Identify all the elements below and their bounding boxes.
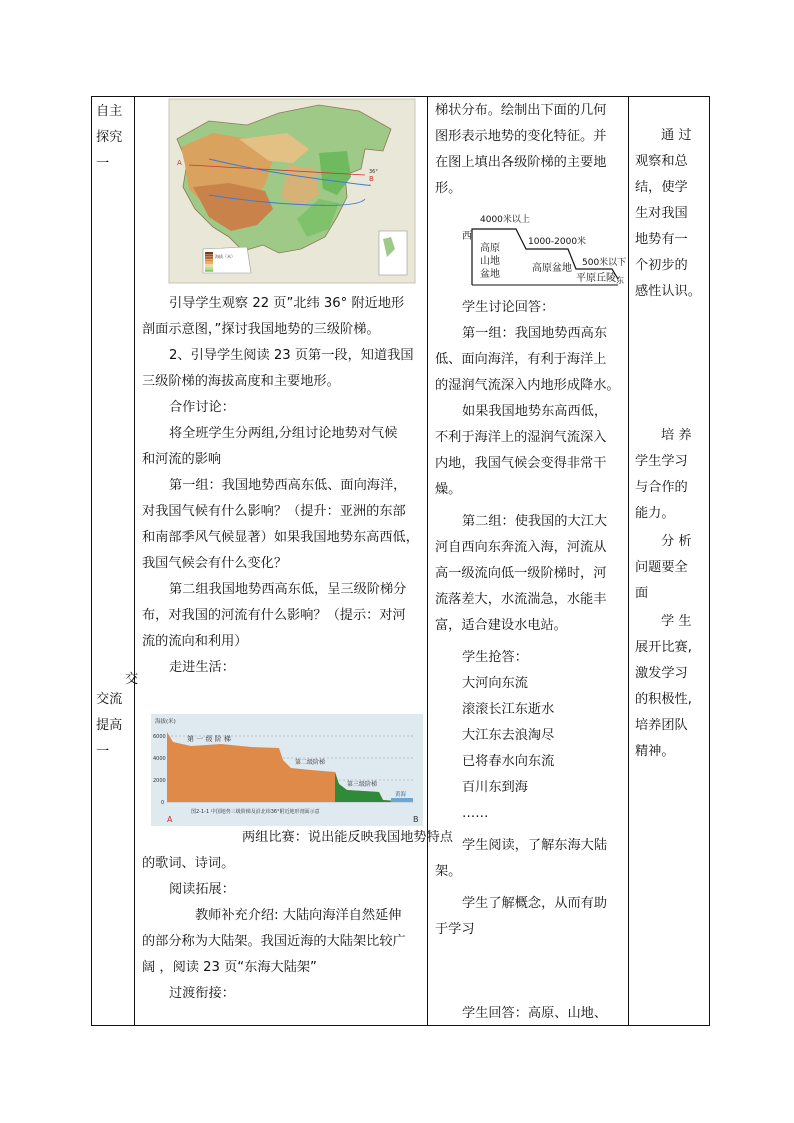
student-line-10: 河自西向东奔流入海，河流从 — [435, 540, 607, 555]
teacher-line-5: 合作讨论： — [169, 400, 235, 415]
student-top-line-1: 梯状分布。绘制出下面的几何 — [435, 103, 607, 118]
student-line-11: 高一级流向低一级阶梯时，河 — [435, 566, 607, 581]
teacher-line-1: 引导学生观察 22 页”北纬 36° 附近地形 — [169, 296, 405, 311]
diagram-mid: 1000-2000米 — [528, 237, 587, 247]
purpose-line-10: 与合作的 — [635, 480, 688, 495]
teacher-line-22: 过渡衔接： — [169, 986, 235, 1001]
teacher-line-2: 剖面示意图，”探讨我国地势的三级阶梯。 — [142, 322, 380, 337]
map-label-a: A — [177, 159, 182, 167]
student-column — [428, 97, 629, 1026]
student-line-8: 燥。 — [435, 482, 462, 497]
student-line-15: 大河向东流 — [462, 676, 528, 691]
purpose-line-11: 能力。 — [635, 506, 675, 521]
student-line-7: 内地，我国气候会变得非常干 — [435, 456, 607, 471]
teacher-line-19: 教师补充介绍: 大陆向海洋自然延伸 — [195, 908, 402, 923]
purpose-line-7: 感性认识。 — [635, 284, 701, 299]
profile-step-1: 第 一 级 阶 梯 — [187, 735, 231, 743]
purpose-line-6: 个初步的 — [635, 258, 688, 273]
teacher-line-17: 的歌词、诗词。 — [142, 856, 235, 871]
stage-self-study-1: 自主 — [96, 104, 123, 119]
teacher-line-13: 布，对我国的河流有什么影响？（提示：对河 — [142, 608, 406, 623]
purpose-line-18: 的积极性, — [635, 692, 692, 707]
purpose-line-1: 通 过 — [661, 128, 692, 143]
purpose-line-19: 培养团队 — [635, 718, 688, 733]
profile-step-3: 第三级阶梯 — [347, 781, 378, 788]
student-top-line-2: 图形表示地势的变化特征。并 — [435, 129, 607, 144]
purpose-line-12: 分 析 — [661, 534, 692, 549]
student-line-4: 的湿润气流深入内地形成降水。 — [435, 378, 620, 393]
map-legend-label: 海拔（米） — [215, 254, 235, 259]
student-line-24: 于学习 — [435, 922, 475, 937]
diagram-terrain-2: 山地 — [480, 256, 500, 267]
teacher-line-20: 的部分称为大陆架。我国近海的大陆架比较广 — [142, 934, 406, 949]
teacher-line-10: 和南部季风气候显著）如果我国地势东高西低， — [142, 530, 419, 545]
student-line-13: 富，适合建设水电站。 — [435, 618, 567, 633]
teacher-line-12: 第二组我国地势西高东低，呈三级阶梯分 — [169, 582, 407, 597]
student-top-line-3: 在图上填出各级阶梯的主要地 — [435, 155, 607, 170]
purpose-line-5: 地势有一 — [635, 232, 688, 247]
diagram-terrain-3: 盆地 — [480, 269, 500, 280]
teacher-line-9: 对我国气候有什么影响？（提升：亚洲的东部 — [142, 504, 406, 519]
stage-exchange-3: 一 — [96, 744, 110, 759]
stage-self-study-3: 一 — [96, 156, 110, 171]
profile-label-a: A — [167, 815, 173, 824]
student-line-12: 流落差大，水流湍急，水能丰 — [435, 592, 607, 607]
teacher-line-14: 流的流向和利用） — [142, 634, 248, 649]
profile-label-b: B — [413, 815, 419, 824]
lesson-plan-table — [91, 96, 710, 1026]
stage-exchange-2: 提高 — [96, 718, 123, 733]
terrain-step-diagram — [458, 209, 627, 289]
teacher-line-7: 和河流的影响 — [142, 452, 222, 467]
table-row — [92, 97, 710, 1026]
profile-ytick-0: 0 — [161, 800, 165, 806]
purpose-line-13: 问题要全 — [635, 560, 688, 575]
teacher-line-8: 第一组：我国地势西高东低、面向海洋， — [169, 478, 407, 493]
diagram-mid-terrain: 高原盆地 — [532, 263, 572, 274]
stage-self-study-2: 探究 — [96, 130, 123, 145]
diagram-east: 东 — [616, 276, 624, 285]
teacher-line-18: 阅读拓展： — [169, 882, 235, 897]
profile-sea — [391, 798, 413, 802]
profile-ytick-2000: 2000 — [153, 778, 166, 784]
diagram-low: 500米以下 — [582, 258, 627, 268]
student-line-19: 百川东到海 — [462, 780, 528, 795]
china-topographic-map — [169, 99, 415, 283]
student-line-9: 第二组：使我国的大江大 — [462, 514, 608, 529]
south-sea-inset — [379, 231, 407, 275]
teacher-line-3: 2、引导学生阅读 23 页第一段，知道我国 — [169, 348, 414, 363]
stage-exchange-char: 交 — [125, 672, 139, 687]
student-line-25: 学生回答：高原、山地、 — [462, 1006, 608, 1021]
purpose-column — [629, 97, 710, 1026]
profile-ytick-6000: 6000 — [153, 734, 166, 740]
terrain-profile-figure — [151, 714, 423, 826]
purpose-line-17: 激发学习 — [635, 666, 688, 681]
student-line-22: 架。 — [435, 864, 462, 879]
teacher-line-6: 将全班学生分两组,分组讨论地势对气候 — [169, 426, 398, 441]
map-label-b: B — [369, 175, 374, 183]
diagram-west: 西 — [462, 231, 472, 242]
teacher-line-11: 我国气候会有什么变化？ — [142, 556, 288, 571]
student-line-2: 第一组：我国地势西高东 — [462, 326, 608, 341]
stage-column — [92, 97, 139, 1026]
student-line-5: 如果我国地势东高西低， — [462, 404, 608, 419]
teacher-line-15: 走进生活： — [169, 660, 235, 675]
student-line-14: 学生抢答： — [462, 650, 528, 665]
purpose-line-16: 展开比赛, — [635, 640, 692, 655]
purpose-line-15: 学 生 — [661, 614, 692, 629]
purpose-line-4: 生对我国 — [635, 206, 688, 221]
profile-step-2: 第二级阶梯 — [295, 759, 326, 766]
diagram-low-terrain: 平原丘陵 — [576, 273, 616, 284]
diagram-terrain-1: 高原 — [480, 243, 500, 254]
stage-exchange-1: 交流 — [96, 692, 123, 707]
profile-ylabel: 海拔(米) — [155, 719, 176, 725]
purpose-line-9: 学生学习 — [635, 454, 688, 469]
student-line-6: 不利于海洋上的湿润气流深入 — [435, 430, 607, 445]
purpose-line-3: 结，使学 — [635, 180, 688, 195]
map-label-lat: 36° — [369, 169, 378, 175]
teacher-line-16: 两组比赛：说出能反映我国地势特点 — [242, 830, 453, 845]
profile-caption: 图2-1-1 中国地势三级阶梯及沿北纬36°附近地形剖面示意 — [191, 809, 320, 815]
profile-sea-label: 黄海 — [395, 792, 407, 798]
purpose-line-2: 观察和总 — [635, 154, 688, 169]
teacher-column — [135, 97, 453, 1026]
student-line-16: 滚滚长江东逝水 — [462, 702, 555, 717]
student-line-20: …… — [462, 806, 489, 821]
teacher-line-21: 阔 ，阅读 23 页“东海大陆架” — [142, 960, 317, 975]
student-line-17: 大江东去浪淘尽 — [462, 728, 555, 743]
student-line-21: 学生阅读，了解东海大陆 — [462, 838, 608, 853]
teacher-line-4: 三级阶梯的海拔高度和主要地形。 — [142, 374, 340, 389]
profile-ytick-4000: 4000 — [153, 756, 166, 762]
purpose-line-20: 精神。 — [635, 744, 675, 759]
student-line-23: 学生了解概念，从而有助 — [462, 896, 608, 911]
student-line-1: 学生讨论回答： — [462, 300, 555, 315]
student-top-line-4: 形。 — [435, 181, 462, 196]
purpose-line-8: 培 养 — [661, 428, 692, 443]
student-line-18: 已将春水向东流 — [462, 754, 555, 769]
student-line-3: 低、面向海洋，有利于海洋上 — [435, 352, 607, 367]
purpose-line-14: 面 — [635, 586, 649, 601]
diagram-high: 4000米以上 — [480, 215, 530, 225]
